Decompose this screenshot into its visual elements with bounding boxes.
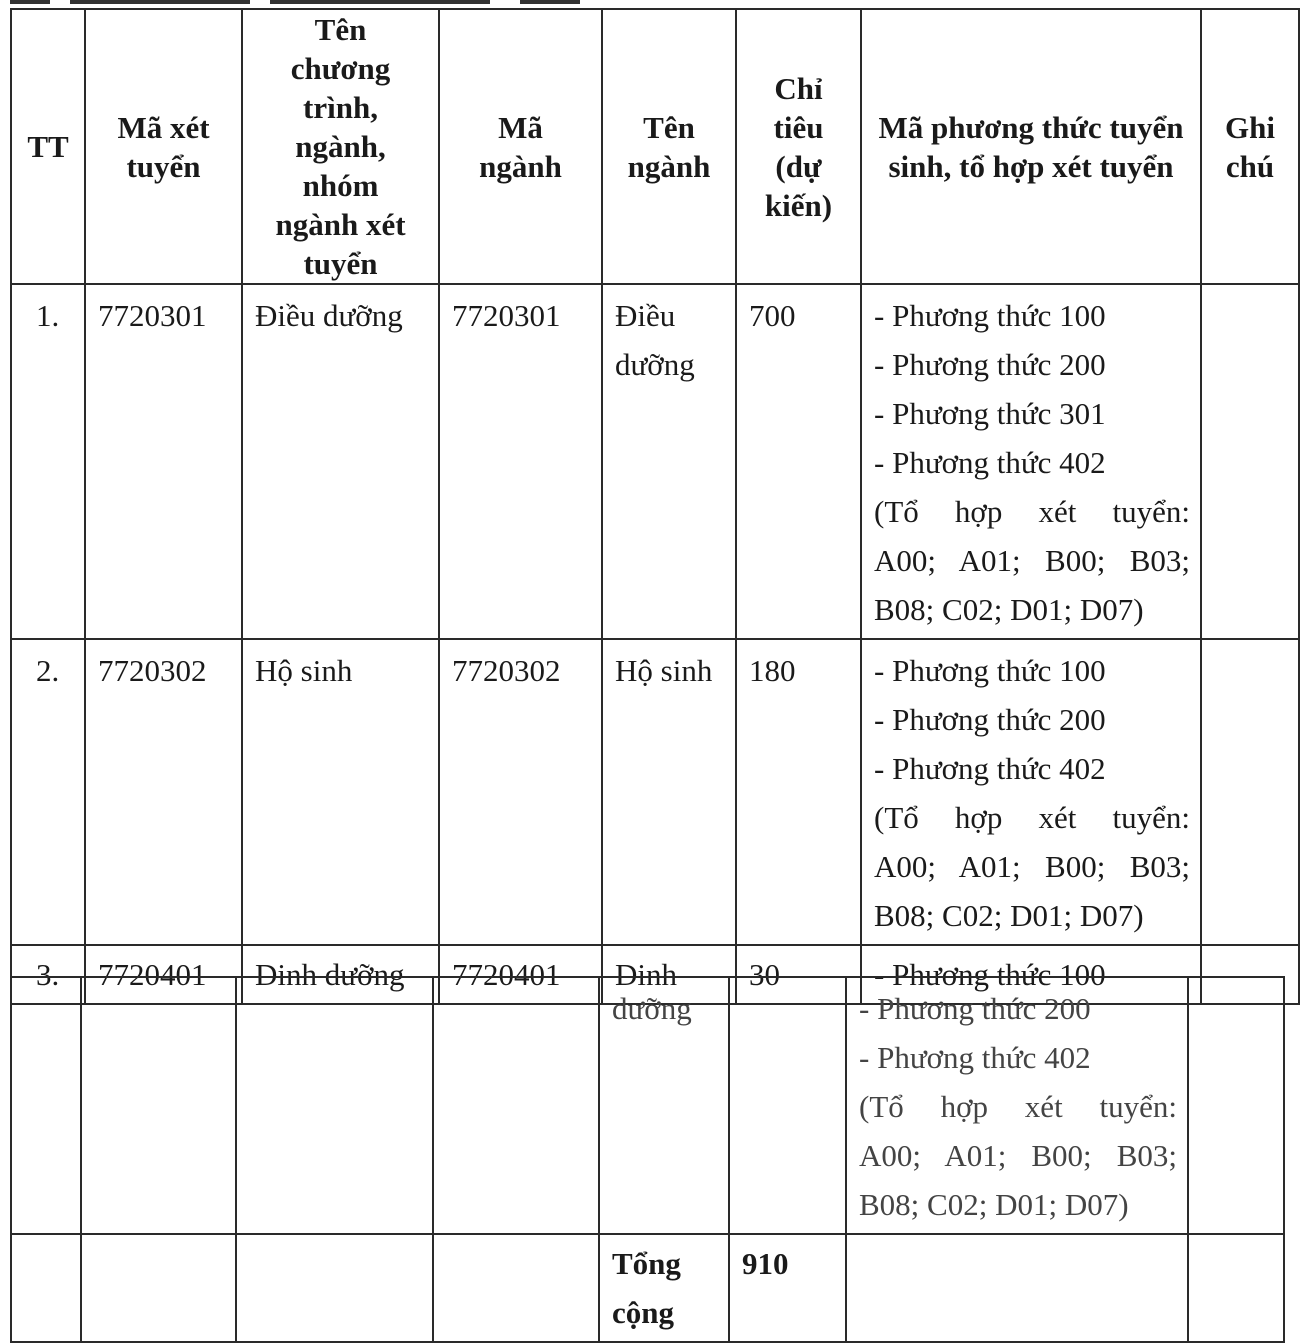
combo-line: A00; A01; B00; B03; [874, 849, 1190, 884]
method-line: - Phương thức 100 [874, 957, 1106, 992]
cell-tt [11, 977, 81, 1234]
header-ghi-chu: Ghi chú [1201, 9, 1299, 284]
header-chi-tieu: Chỉ tiêu (dự kiến) [736, 9, 861, 284]
method-line: - Phương thức 200 [859, 991, 1091, 1026]
cell-ten-chuong-trinh: Hộ sinh [242, 639, 439, 945]
cell-ten-nganh: Điều dưỡng [602, 284, 736, 639]
cell-chi-tieu [729, 977, 846, 1234]
method-line: - Phương thức 301 [874, 396, 1106, 431]
cell-ma-nganh: 7720301 [439, 284, 602, 639]
cell-chi-tieu: 30 [736, 945, 861, 1004]
method-line: - Phương thức 402 [859, 1040, 1091, 1075]
cell-chi-tieu: 700 [736, 284, 861, 639]
cell-ghi-chu [1201, 639, 1299, 945]
cell-ten-chuong-trinh [236, 1234, 433, 1342]
header-tt: TT [11, 9, 85, 284]
combo-line: A00; A01; B00; B03; [874, 543, 1190, 578]
cell-ma-nganh: 7720401 [439, 945, 602, 1004]
cell-ma-xet-tuyen [81, 1234, 236, 1342]
cell-ma-xet-tuyen: 7720301 [85, 284, 242, 639]
cell-tt: 2. [11, 639, 85, 945]
combo-line: (Tổ hợp xét tuyển: [874, 800, 1190, 835]
cell-ghi-chu [1201, 284, 1299, 639]
method-line: - Phương thức 100 [874, 298, 1106, 333]
method-line: - Phương thức 402 [874, 445, 1106, 480]
cell-ten-chuong-trinh [236, 977, 433, 1234]
cell-ten-nganh: Dinh [602, 945, 736, 1004]
header-ten-nganh: Tên ngành [602, 9, 736, 284]
table-row [11, 284, 1299, 639]
total-label: Tổng cộng [599, 1234, 729, 1342]
total-value: 910 [729, 1234, 846, 1342]
header-ma-nganh: Mã ngành [439, 9, 602, 284]
cell-tt [11, 1234, 81, 1342]
combo-line: (Tổ hợp xét tuyển: [859, 1089, 1177, 1124]
header-ten-chuong-trinh: Tên chương trình, ngành, nhóm ngành xét tuyển [242, 9, 439, 284]
cell-ten-chuong-trinh: Dinh dưỡng [242, 945, 439, 1004]
method-line: - Phương thức 200 [874, 347, 1106, 382]
header-ma-phuong-thuc: Mã phương thức tuyển sinh, tổ hợp xét tuyển [861, 9, 1201, 284]
cell-ten-nganh: dưỡng [599, 977, 729, 1234]
cell-ma-nganh [433, 1234, 599, 1342]
combo-line: B08; C02; D01; D07) [874, 898, 1144, 933]
cell-ma-xet-tuyen [81, 977, 236, 1234]
clipped-heading-remnant [0, 0, 600, 6]
method-line: - Phương thức 402 [874, 751, 1106, 786]
cell-ma-xet-tuyen: 7720302 [85, 639, 242, 945]
cell-tt: 3. [11, 945, 85, 1004]
cell-methods [861, 284, 1201, 639]
method-line: - Phương thức 100 [874, 653, 1106, 688]
header-ma-xet-tuyen: Mã xét tuyển [85, 9, 242, 284]
cell-ten-chuong-trinh: Điều dưỡng [242, 284, 439, 639]
cell-methods [846, 1234, 1188, 1342]
cell-ma-xet-tuyen: 7720401 [85, 945, 242, 1004]
combo-line: A00; A01; B00; B03; [859, 1138, 1177, 1173]
admission-table [10, 8, 1300, 1005]
table-row [11, 639, 1299, 945]
cell-ma-nganh [433, 977, 599, 1234]
cell-methods [846, 977, 1188, 1234]
cell-methods [861, 639, 1201, 945]
cell-chi-tieu: 180 [736, 639, 861, 945]
combo-line: B08; C02; D01; D07) [874, 592, 1144, 627]
cell-ghi-chu [1188, 977, 1284, 1234]
admission-table-continued [10, 976, 1285, 1343]
cell-tt: 1. [11, 284, 85, 639]
cell-ghi-chu [1188, 1234, 1284, 1342]
total-row [11, 1234, 1284, 1342]
combo-line: B08; C02; D01; D07) [859, 1187, 1129, 1222]
table-header-row [11, 9, 1299, 284]
cell-ma-nganh: 7720302 [439, 639, 602, 945]
cell-ten-nganh: Hộ sinh [602, 639, 736, 945]
table-row-continued [11, 977, 1284, 1234]
method-line: - Phương thức 200 [874, 702, 1106, 737]
combo-line: (Tổ hợp xét tuyển: [874, 494, 1190, 529]
